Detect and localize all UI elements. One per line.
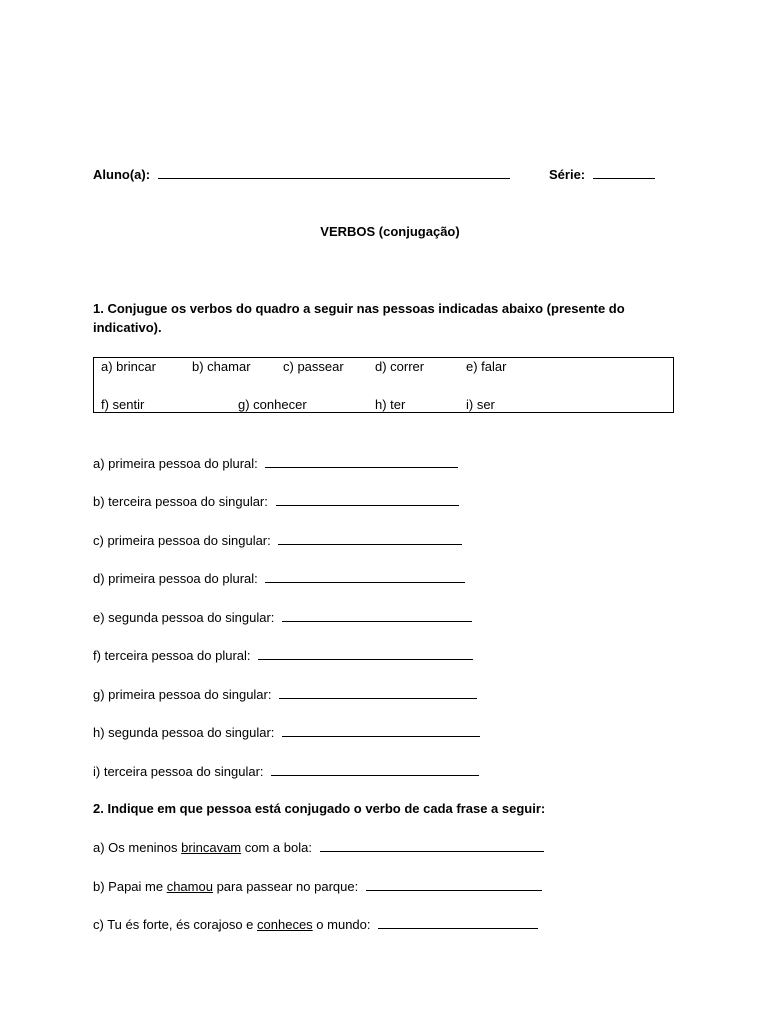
item-label: b) terceira pessoa do singular: bbox=[93, 494, 268, 509]
sentence-text: c) Tu és forte, és corajoso e bbox=[93, 917, 258, 932]
sentence-text: b) Papai me bbox=[93, 879, 167, 894]
item-label: e) segunda pessoa do singular: bbox=[93, 610, 275, 625]
list-item bbox=[93, 686, 477, 702]
item-label: h) segunda pessoa do singular: bbox=[93, 725, 275, 740]
answer-blank[interactable] bbox=[320, 839, 544, 852]
student-name-blank[interactable] bbox=[158, 166, 510, 179]
verbs-box bbox=[93, 357, 674, 413]
list-item bbox=[93, 609, 472, 625]
list-item bbox=[93, 839, 544, 855]
list-item bbox=[93, 647, 473, 663]
list-item bbox=[93, 570, 465, 586]
list-item bbox=[93, 724, 480, 740]
grade-row bbox=[549, 166, 655, 182]
answer-blank[interactable] bbox=[279, 686, 477, 699]
verb-item: e) falar bbox=[466, 359, 507, 374]
answer-blank[interactable] bbox=[282, 609, 472, 622]
sentence-text: o mundo: bbox=[312, 917, 371, 932]
item-label: f) terceira pessoa do plural: bbox=[93, 648, 251, 663]
verb-item: b) chamar bbox=[192, 359, 251, 374]
list-item bbox=[93, 878, 542, 894]
answer-blank[interactable] bbox=[276, 493, 459, 506]
verb-item: h) ter bbox=[375, 397, 406, 412]
list-item bbox=[93, 532, 462, 548]
answer-blank[interactable] bbox=[282, 724, 480, 737]
sentence-text: com a bola: bbox=[241, 840, 312, 855]
item-label: i) terceira pessoa do singular: bbox=[93, 764, 264, 779]
list-item bbox=[93, 916, 538, 932]
sentence-text: a) Os meninos bbox=[93, 840, 182, 855]
item-label: d) primeira pessoa do plural: bbox=[93, 571, 258, 586]
underlined-verb: brincavam bbox=[181, 840, 242, 855]
verb-item: a) brincar bbox=[101, 359, 156, 374]
item-label: a) primeira pessoa do plural: bbox=[93, 456, 258, 471]
answer-blank[interactable] bbox=[366, 878, 542, 891]
verb-item: i) ser bbox=[466, 397, 495, 412]
question-1-text-line2: indicativo). bbox=[93, 320, 162, 335]
answer-blank[interactable] bbox=[278, 532, 462, 545]
answer-blank[interactable] bbox=[258, 647, 473, 660]
sentence-text: para passear no parque: bbox=[212, 879, 359, 894]
answer-blank[interactable] bbox=[271, 763, 479, 776]
list-item bbox=[93, 763, 479, 779]
student-name-row bbox=[93, 166, 510, 182]
question-2-text: 2. Indique em que pessoa está conjugado o verbo de cada frase a seguir: bbox=[93, 801, 546, 816]
verb-item: d) correr bbox=[375, 359, 425, 374]
question-1-text-line1: 1. Conjugue os verbos do quadro a seguir nas pessoas indicadas abaixo (presente do bbox=[93, 301, 625, 316]
underlined-verb: chamou bbox=[166, 879, 213, 894]
verb-item: g) conhecer bbox=[238, 397, 307, 412]
page-title: VERBOS (conjugação) bbox=[320, 224, 460, 239]
list-item bbox=[93, 455, 458, 471]
list-item bbox=[93, 493, 459, 509]
grade-blank[interactable] bbox=[593, 166, 655, 179]
underlined-verb: conheces bbox=[257, 917, 313, 932]
answer-blank[interactable] bbox=[378, 916, 538, 929]
item-label: c) primeira pessoa do singular: bbox=[93, 533, 271, 548]
item-label: g) primeira pessoa do singular: bbox=[93, 687, 272, 702]
verb-item: f) sentir bbox=[101, 397, 145, 412]
answer-blank[interactable] bbox=[265, 570, 465, 583]
answer-blank[interactable] bbox=[265, 455, 458, 468]
verb-item: c) passear bbox=[283, 359, 344, 374]
student-name-label: Aluno(a): bbox=[93, 167, 151, 182]
grade-label: Série: bbox=[549, 167, 586, 182]
